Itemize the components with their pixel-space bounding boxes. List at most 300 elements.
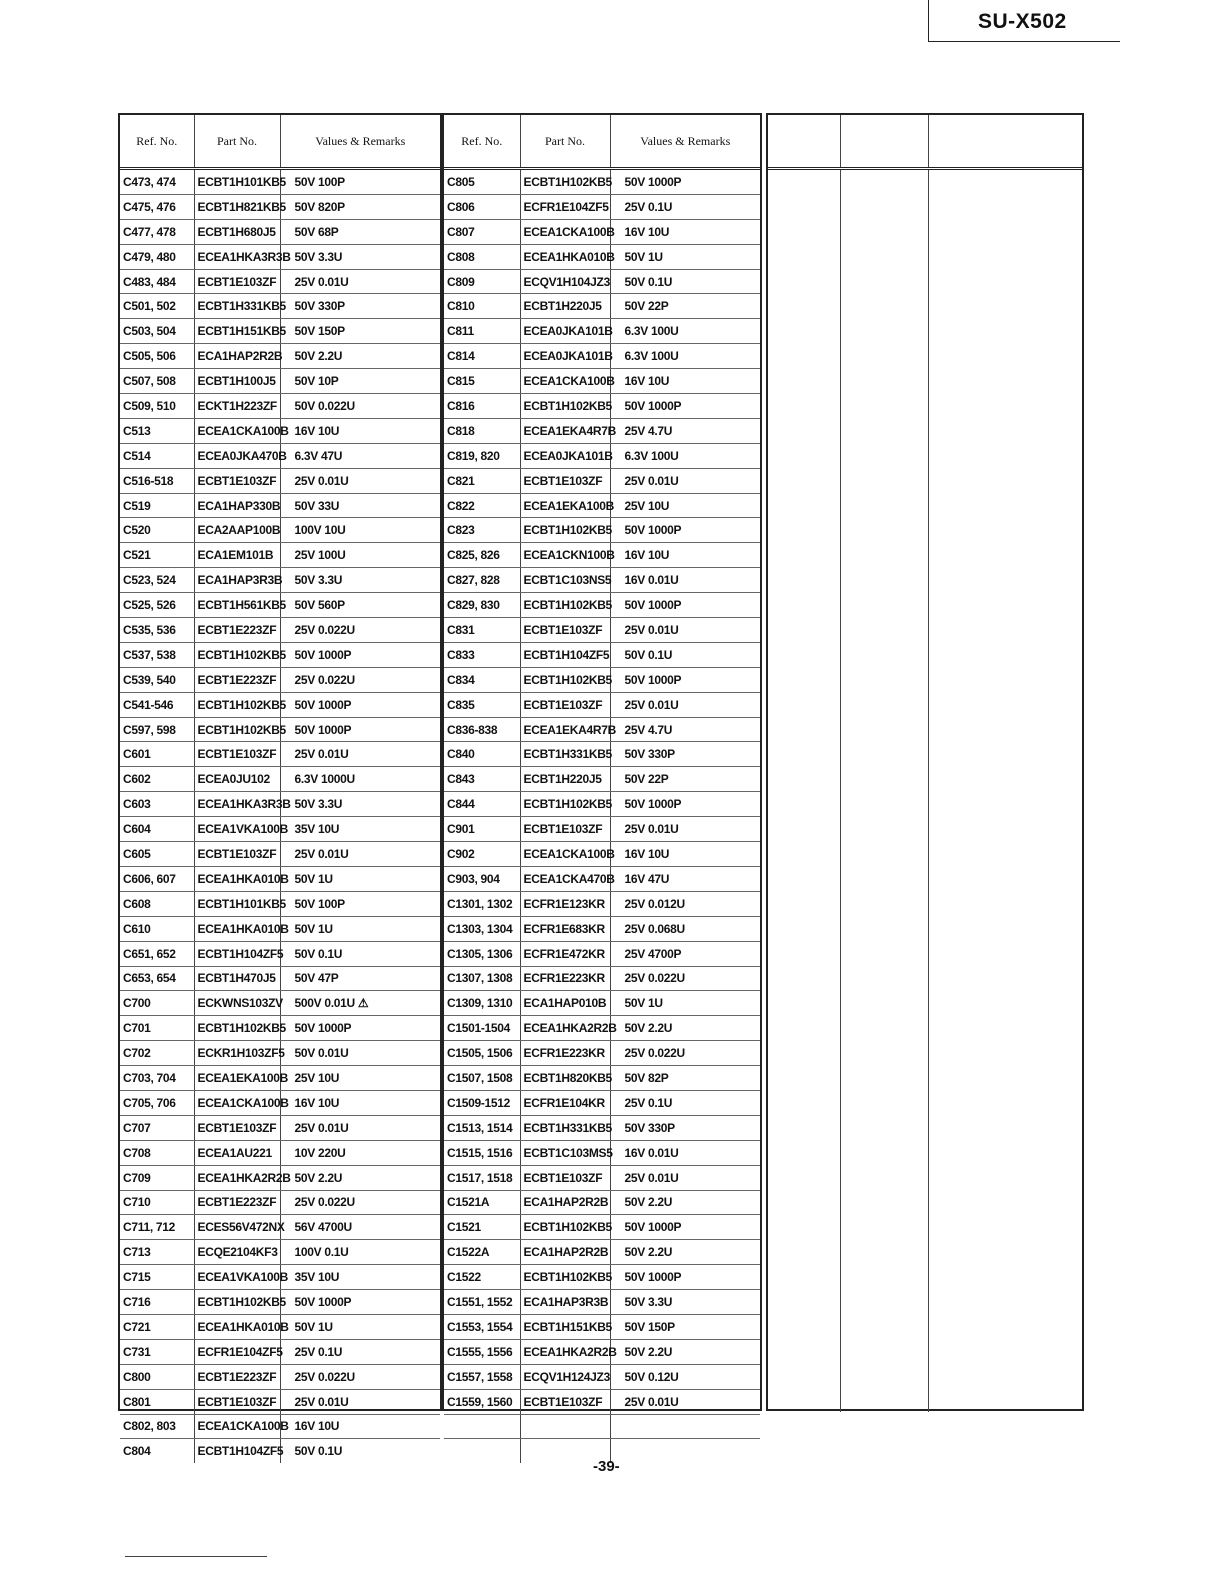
table-row: [444, 941, 760, 966]
value-cell: 50V 1000P: [610, 394, 760, 419]
ref-cell: C808: [444, 244, 520, 269]
empty-cell: [928, 696, 1082, 720]
value-cell: 50V 3.3U: [280, 792, 440, 817]
ref-cell: C713: [120, 1240, 194, 1265]
value-cell: 50V 560P: [280, 593, 440, 618]
empty-cell: [840, 958, 928, 982]
empty-cell: [928, 839, 1082, 863]
value-cell: 50V 1000P: [610, 593, 760, 618]
value-cell: 25V 4700P: [610, 941, 760, 966]
part-cell: ECBT1H151KB5: [194, 319, 280, 344]
table-row: [444, 692, 760, 717]
empty-cell: [840, 1388, 928, 1412]
ref-cell: C731: [120, 1339, 194, 1364]
empty-row: [768, 958, 1082, 982]
part-cell: ECBT1H331KB5: [520, 742, 610, 767]
empty-cell: [928, 1269, 1082, 1293]
table-row: [120, 1115, 440, 1140]
table-row: [444, 742, 760, 767]
ref-cell: C711, 712: [120, 1215, 194, 1240]
empty-cell: [768, 648, 840, 672]
value-cell: 50V 330P: [280, 294, 440, 319]
empty-row: [768, 600, 1082, 624]
part-cell: ECEA1VKA100B: [194, 1265, 280, 1290]
empty-cell: [928, 911, 1082, 935]
ref-cell: C801: [120, 1389, 194, 1414]
part-cell: ECBT1H151KB5: [520, 1314, 610, 1339]
value-cell: 16V 10U: [280, 1090, 440, 1115]
part-cell: ECBT1E103ZF: [520, 817, 610, 842]
part-cell: ECBT1H104ZF5: [194, 1439, 280, 1463]
table-row: [444, 1066, 760, 1091]
value-cell: 25V 0.022U: [280, 1364, 440, 1389]
table-row: [120, 394, 440, 419]
part-cell: ECEA1HKA010B: [520, 244, 610, 269]
table-row: [120, 294, 440, 319]
value-cell: 25V 0.022U: [280, 667, 440, 692]
part-cell: ECEA1CKA470B: [520, 866, 610, 891]
empty-cell: [840, 433, 928, 457]
empty-cell: [928, 982, 1082, 1006]
value-cell: 16V 47U: [610, 866, 760, 891]
empty-cell: [840, 218, 928, 242]
empty-cell: [928, 504, 1082, 528]
empty-cell: [768, 815, 840, 839]
value-cell: 25V 0.01U: [610, 618, 760, 643]
ref-cell: C829, 830: [444, 593, 520, 618]
part-cell: ECBT1E103ZF: [520, 692, 610, 717]
part-cell: ECFR1E223KR: [520, 1041, 610, 1066]
footer-rule: [125, 1556, 267, 1557]
empty-cell: [928, 624, 1082, 648]
empty-cell: [840, 815, 928, 839]
ref-cell: C1507, 1508: [444, 1066, 520, 1091]
empty-cell: [928, 361, 1082, 385]
empty-cell: [840, 385, 928, 409]
empty-cell: [840, 1054, 928, 1078]
part-cell: ECBT1H102KB5: [520, 667, 610, 692]
part-cell: ECEA1HKA2R2B: [520, 1016, 610, 1041]
empty-cell: [768, 719, 840, 743]
part-cell: ECBT1H102KB5: [520, 1265, 610, 1290]
empty-cell: [928, 791, 1082, 815]
ref-cell: C701: [120, 1016, 194, 1041]
empty-cell: [928, 1245, 1082, 1269]
value-cell: 25V 0.01U: [280, 1389, 440, 1414]
part-cell: ECEA1CKA100B: [194, 1414, 280, 1439]
table-row: [120, 319, 440, 344]
empty-cell: [840, 1126, 928, 1150]
empty-cell: [768, 935, 840, 959]
value-cell: 50V 0.01U: [280, 1041, 440, 1066]
table-row: [444, 1339, 760, 1364]
empty-cell: [928, 337, 1082, 361]
empty-row: [768, 289, 1082, 313]
part-cell: ECA1HAP010B: [520, 991, 610, 1016]
table-row: [120, 916, 440, 941]
ref-cell: C708: [120, 1140, 194, 1165]
value-cell: 25V 0.022U: [610, 1041, 760, 1066]
empty-row: [768, 791, 1082, 815]
empty-row: [768, 194, 1082, 218]
value-cell: 50V 330P: [610, 1115, 760, 1140]
empty-cell: [768, 1293, 840, 1317]
ref-cell: C806: [444, 194, 520, 219]
empty-row: [768, 1197, 1082, 1221]
table-row: [444, 1414, 760, 1439]
ref-cell: C818: [444, 418, 520, 443]
empty-cell: [768, 911, 840, 935]
table-row: [444, 269, 760, 294]
empty-row: [768, 361, 1082, 385]
empty-row: [768, 935, 1082, 959]
table-row: [120, 891, 440, 916]
ref-cell: C606, 607: [120, 866, 194, 891]
empty-cell: [768, 982, 840, 1006]
page-number: -39-: [593, 1458, 620, 1475]
empty-cell: [928, 935, 1082, 959]
part-cell: ECQV1H124JZ3: [520, 1364, 610, 1389]
table-row: [444, 1090, 760, 1115]
empty-cell: [840, 266, 928, 290]
part-cell: ECEA0JKA101B: [520, 319, 610, 344]
part-cell: ECBT1E103ZF: [194, 742, 280, 767]
col-part-no: Part No.: [520, 115, 610, 169]
part-cell: ECBT1H104ZF5: [520, 642, 610, 667]
ref-cell: C721: [120, 1314, 194, 1339]
table-row: [120, 742, 440, 767]
part-cell: ECEA1EKA100B: [520, 493, 610, 518]
table-row: [120, 966, 440, 991]
empty-cell: [928, 1221, 1082, 1245]
empty-cell: [928, 433, 1082, 457]
part-cell: ECQV1H104JZ3: [520, 269, 610, 294]
value-cell: 50V 1000P: [280, 717, 440, 742]
table-row: [120, 1389, 440, 1414]
empty-cell: [840, 169, 928, 194]
table-row: [444, 792, 760, 817]
part-cell: ECBT1E103ZF: [520, 1165, 610, 1190]
part-cell: ECEA0JKA101B: [520, 443, 610, 468]
table-row: [120, 767, 440, 792]
empty-cell: [768, 576, 840, 600]
empty-cell: [840, 672, 928, 696]
empty-cell: [768, 1197, 840, 1221]
value-cell: 50V 1U: [280, 1314, 440, 1339]
empty-cell: [840, 600, 928, 624]
empty-row: [768, 1126, 1082, 1150]
table-row: [120, 369, 440, 394]
value-cell: 25V 0.01U: [610, 692, 760, 717]
empty-cell: [928, 289, 1082, 313]
empty-cell: [928, 242, 1082, 266]
ref-cell: C475, 476: [120, 194, 194, 219]
value-cell: 50V 3.3U: [610, 1290, 760, 1315]
empty-row: [768, 313, 1082, 337]
empty-cell: [928, 409, 1082, 433]
value-cell: 10V 220U: [280, 1140, 440, 1165]
ref-cell: C1559, 1560: [444, 1389, 520, 1414]
ref-cell: C1551, 1552: [444, 1290, 520, 1315]
table-row: [444, 219, 760, 244]
ref-cell: C1301, 1302: [444, 891, 520, 916]
empty-cell: [768, 1126, 840, 1150]
part-cell: ECBT1H102KB5: [520, 394, 610, 419]
empty-cell: [768, 672, 840, 696]
empty-cell: [840, 337, 928, 361]
table-row: [120, 1190, 440, 1215]
table-row: [444, 817, 760, 842]
ref-cell: C823: [444, 518, 520, 543]
table-row: [120, 667, 440, 692]
value-cell: 25V 0.01U: [610, 1389, 760, 1414]
part-cell: ECFR1E104ZF5: [520, 194, 610, 219]
table-row: [444, 319, 760, 344]
empty-cell: [840, 1221, 928, 1245]
empty-cell: [768, 457, 840, 481]
part-cell: ECKT1H223ZF: [194, 394, 280, 419]
ref-cell: C705, 706: [120, 1090, 194, 1115]
ref-cell: C804: [120, 1439, 194, 1463]
table-row: [444, 966, 760, 991]
ref-cell: C513: [120, 418, 194, 443]
value-cell: 25V 10U: [280, 1066, 440, 1091]
value-cell: 25V 0.068U: [610, 916, 760, 941]
ref-cell: C521: [120, 543, 194, 568]
part-cell: ECBT1H220J5: [520, 294, 610, 319]
table-row: [444, 1364, 760, 1389]
col-ref-no: Ref. No.: [444, 115, 520, 169]
empty-row: [768, 743, 1082, 767]
value-cell: 16V 10U: [610, 369, 760, 394]
empty-cell: [768, 504, 840, 528]
empty-row: [768, 911, 1082, 935]
ref-cell: C1509-1512: [444, 1090, 520, 1115]
table-row: [120, 1016, 440, 1041]
table-row: [120, 543, 440, 568]
table-row: [120, 1265, 440, 1290]
part-cell: ECBT1H821KB5: [194, 194, 280, 219]
model-number: SU-X502: [978, 10, 1067, 33]
table-row: [120, 418, 440, 443]
ref-cell: C809: [444, 269, 520, 294]
value-cell: 25V 4.7U: [610, 717, 760, 742]
table-row: [444, 667, 760, 692]
value-cell: 25V 10U: [610, 493, 760, 518]
ref-cell: C821: [444, 468, 520, 493]
empty-cell: [928, 552, 1082, 576]
empty-cell: [928, 169, 1082, 194]
empty-row: [768, 863, 1082, 887]
part-cell: ECBT1H102KB5: [194, 717, 280, 742]
table-row: [444, 642, 760, 667]
empty-cell: [928, 719, 1082, 743]
ref-cell: [444, 1414, 520, 1439]
value-cell: 16V 0.01U: [610, 1140, 760, 1165]
ref-cell: C1522: [444, 1265, 520, 1290]
empty-cell: [768, 743, 840, 767]
empty-cell: [840, 528, 928, 552]
empty-cell: [840, 839, 928, 863]
empty-cell: [840, 1197, 928, 1221]
empty-cell: [840, 1341, 928, 1365]
value-cell: 50V 2.2U: [610, 1339, 760, 1364]
empty-cell: [768, 194, 840, 218]
ref-cell: C1501-1504: [444, 1016, 520, 1041]
part-cell: ECBT1H102KB5: [194, 692, 280, 717]
table-row: [120, 642, 440, 667]
part-cell: ECA1HAP3R3B: [194, 568, 280, 593]
empty-cell: [840, 481, 928, 505]
part-cell: ECFR1E104ZF5: [194, 1339, 280, 1364]
ref-cell: C509, 510: [120, 394, 194, 419]
table-row: [444, 194, 760, 219]
empty-cell: [768, 528, 840, 552]
ref-cell: C501, 502: [120, 294, 194, 319]
part-cell: ECBT1E103ZF: [194, 842, 280, 867]
table-row: [120, 1314, 440, 1339]
empty-cell: [768, 1078, 840, 1102]
value-cell: 50V 22P: [610, 767, 760, 792]
empty-cell: [768, 242, 840, 266]
table-row: [444, 369, 760, 394]
ref-cell: C514: [120, 443, 194, 468]
value-cell: 50V 1000P: [610, 518, 760, 543]
table-row: [444, 1115, 760, 1140]
table-row: [120, 618, 440, 643]
col-part-no: Part No.: [194, 115, 280, 169]
value-cell: 50V 150P: [610, 1314, 760, 1339]
value-cell: 6.3V 100U: [610, 443, 760, 468]
table-row: [120, 792, 440, 817]
col-values-remarks: Values & Remarks: [610, 115, 760, 169]
value-cell: 50V 2.2U: [280, 344, 440, 369]
ref-cell: C816: [444, 394, 520, 419]
part-cell: ECEA1HKA2R2B: [520, 1339, 610, 1364]
table-row: [444, 543, 760, 568]
part-cell: ECEA1HKA3R3B: [194, 244, 280, 269]
empty-row: [768, 242, 1082, 266]
col-ref-no: Ref. No.: [120, 115, 194, 169]
table-row: [444, 842, 760, 867]
ref-cell: C822: [444, 493, 520, 518]
empty-cell: [840, 1293, 928, 1317]
part-cell: ECBT1H820KB5: [520, 1066, 610, 1091]
value-cell: 50V 10P: [280, 369, 440, 394]
value-cell: 50V 1000P: [280, 1016, 440, 1041]
empty-cell: [768, 1150, 840, 1174]
table-row: [120, 991, 440, 1016]
empty-row: [768, 1388, 1082, 1412]
value-cell: 50V 1U: [280, 916, 440, 941]
part-cell: ECEA1CKA100B: [520, 842, 610, 867]
col-empty-1: [768, 115, 840, 169]
empty-cell: [768, 1269, 840, 1293]
empty-row: [768, 648, 1082, 672]
parts-table-right-empty: [766, 113, 1084, 1411]
ref-cell: C1307, 1308: [444, 966, 520, 991]
empty-row: [768, 576, 1082, 600]
ref-cell: C716: [120, 1290, 194, 1315]
part-cell: ECBT1H102KB5: [520, 518, 610, 543]
ref-cell: C710: [120, 1190, 194, 1215]
value-cell: 25V 4.7U: [610, 418, 760, 443]
ref-cell: C805: [444, 169, 520, 195]
part-cell: ECBT1C103MS5: [520, 1140, 610, 1165]
part-cell: ECBT1H331KB5: [520, 1115, 610, 1140]
empty-cell: [928, 1341, 1082, 1365]
table-row: [120, 1041, 440, 1066]
ref-cell: C815: [444, 369, 520, 394]
value-cell: 16V 0.01U: [610, 568, 760, 593]
part-cell: ECFR1E123KR: [520, 891, 610, 916]
part-cell: ECBT1H561KB5: [194, 593, 280, 618]
part-cell: ECFR1E683KR: [520, 916, 610, 941]
ref-cell: C1517, 1518: [444, 1165, 520, 1190]
value-cell: 100V 10U: [280, 518, 440, 543]
table-row: [444, 1016, 760, 1041]
table-row: [120, 1364, 440, 1389]
empty-cell: [928, 576, 1082, 600]
part-cell: ECEA0JKA101B: [520, 344, 610, 369]
value-cell: 50V 100P: [280, 169, 440, 195]
value-cell: 50V 2.2U: [610, 1016, 760, 1041]
empty-cell: [840, 982, 928, 1006]
table-row: [120, 518, 440, 543]
part-cell: ECFR1E223KR: [520, 966, 610, 991]
empty-cell: [840, 242, 928, 266]
col-values-remarks: Values & Remarks: [280, 115, 440, 169]
table-row: [444, 1190, 760, 1215]
empty-cell: [928, 1126, 1082, 1150]
part-cell: ECA1HAP330B: [194, 493, 280, 518]
empty-cell: [928, 887, 1082, 911]
part-cell: ECBT1H470J5: [194, 966, 280, 991]
col-empty-2: [840, 115, 928, 169]
value-cell: 25V 0.1U: [280, 1339, 440, 1364]
empty-row: [768, 839, 1082, 863]
ref-cell: C1557, 1558: [444, 1364, 520, 1389]
empty-cell: [928, 672, 1082, 696]
table-row: [120, 1066, 440, 1091]
value-cell: 50V 1000P: [610, 667, 760, 692]
value-cell: 500V 0.01U ⚠: [280, 991, 440, 1016]
table-row: [120, 568, 440, 593]
value-cell: 25V 0.012U: [610, 891, 760, 916]
ref-cell: C901: [444, 817, 520, 842]
part-cell: ECEA1AU221: [194, 1140, 280, 1165]
ref-cell: C825, 826: [444, 543, 520, 568]
empty-cell: [840, 1030, 928, 1054]
value-cell: 25V 0.022U: [280, 618, 440, 643]
ref-cell: C844: [444, 792, 520, 817]
table-row: [120, 443, 440, 468]
value-cell: 50V 47P: [280, 966, 440, 991]
ref-cell: C608: [120, 891, 194, 916]
empty-row: [768, 1054, 1082, 1078]
col-empty-3: [928, 115, 1082, 169]
value-cell: 50V 0.1U: [610, 642, 760, 667]
table-row: [444, 866, 760, 891]
table-row: [120, 493, 440, 518]
table-row: [444, 916, 760, 941]
ref-cell: C520: [120, 518, 194, 543]
table-row: [444, 394, 760, 419]
part-cell: ECEA1EKA4R7B: [520, 717, 610, 742]
empty-row: [768, 719, 1082, 743]
ref-cell: C840: [444, 742, 520, 767]
ref-cell: C483, 484: [120, 269, 194, 294]
